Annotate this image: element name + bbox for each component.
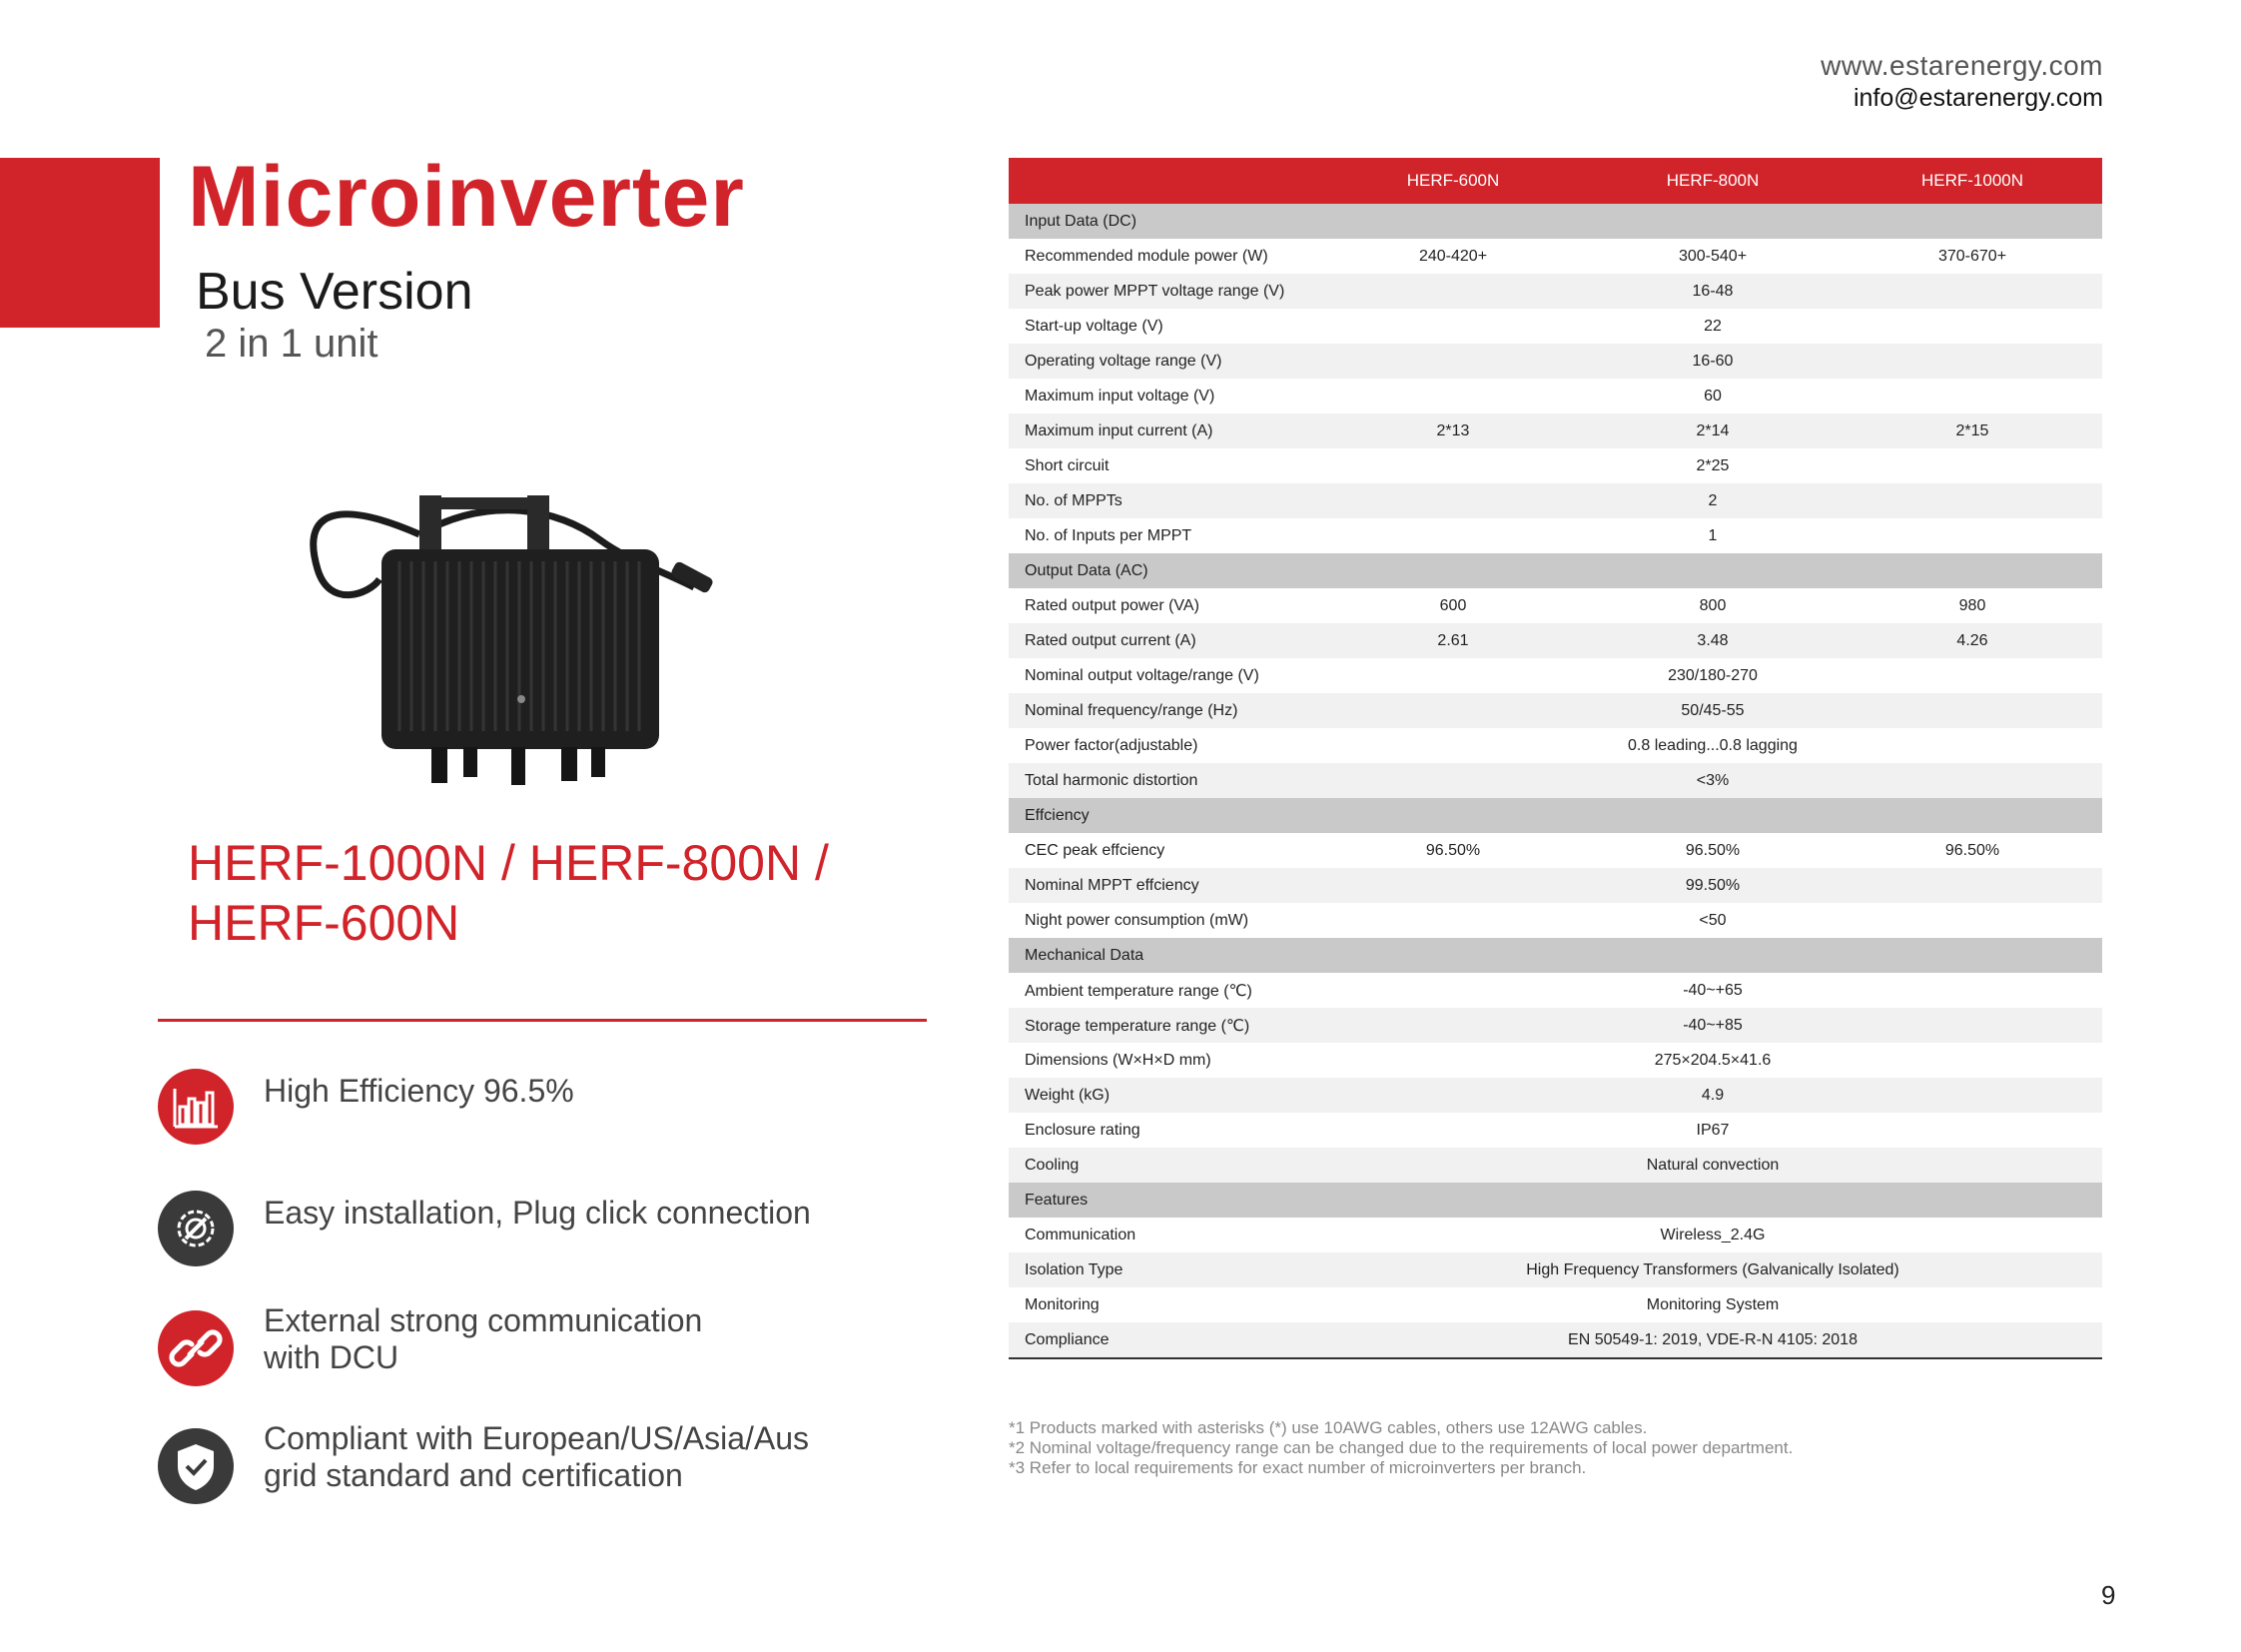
row-label: Monitoring <box>1025 1295 1100 1313</box>
row-value: 300-540+ <box>1678 247 1748 265</box>
subtitle: Bus Version <box>196 263 473 321</box>
row-value: 96.50% <box>1685 841 1741 859</box>
table-row <box>1009 868 2102 903</box>
row-label: Nominal output voltage/range (V) <box>1025 666 1259 684</box>
row-value: 1 <box>1708 526 1718 544</box>
table-row <box>1009 833 2102 868</box>
row-label: Cooling <box>1009 1148 1323 1183</box>
table-row <box>1009 309 2102 344</box>
table-row <box>1009 483 2102 518</box>
shield-check-icon <box>158 1428 234 1504</box>
row-label: Total harmonic distortion <box>1009 763 1323 798</box>
row-value: 980 <box>1958 596 1986 614</box>
model-names: HERF-1000N / HERF-800N / HERF-600N <box>188 835 829 951</box>
row-label: Compliance <box>1009 1322 1323 1358</box>
microinverter-product-image <box>300 469 749 799</box>
footnote: *2 Nominal voltage/frequency range can be changed due to the requirements of local power department. <box>1009 1438 1794 1457</box>
table-row <box>1009 1148 2102 1183</box>
section-title: Input Data (DC) <box>1009 204 2102 239</box>
row-value: 99.50% <box>1323 868 2102 903</box>
row-value: 2*15 <box>1843 413 2102 448</box>
row-label: Communication <box>1025 1226 1136 1243</box>
row-value: 240-420+ <box>1418 247 1488 265</box>
row-label: Start-up voltage (V) <box>1025 317 1163 335</box>
table-row <box>1009 763 2102 798</box>
row-value: 50/45-55 <box>1323 693 2102 728</box>
row-label: No. of MPPTs <box>1009 483 1323 518</box>
row-value: Natural convection <box>1323 1148 2102 1183</box>
row-label: Ambient temperature range (℃) <box>1025 982 1252 1000</box>
row-label: Maximum input voltage (V) <box>1025 387 1215 405</box>
row-value: 4.9 <box>1323 1078 2102 1113</box>
link-icon <box>158 1310 234 1386</box>
row-label: Enclosure rating <box>1025 1121 1140 1139</box>
feature-text-line-1: External strong communication <box>264 1302 703 1338</box>
table-row <box>1009 623 2102 658</box>
table-row <box>1009 1078 2102 1113</box>
table-row <box>1009 1218 2102 1252</box>
table-row <box>1009 448 2102 483</box>
row-label: Nominal MPPT effciency <box>1009 868 1323 903</box>
table-row <box>1009 588 2102 623</box>
section-title: Features <box>1009 1183 2102 1218</box>
feature-easy-installation <box>158 1191 957 1270</box>
row-value: 96.50% <box>1425 841 1481 859</box>
row-label: Short circuit <box>1025 456 1110 474</box>
table-body <box>1009 204 2102 1358</box>
table-row <box>1009 518 2102 553</box>
row-label: Maximum input current (A) <box>1009 413 1323 448</box>
row-value: 230/180-270 <box>1668 666 1758 684</box>
table-row <box>1009 693 2102 728</box>
feature-text-line-2: with DCU <box>264 1339 399 1375</box>
feature-text: Easy installation, Plug click connection <box>264 1195 811 1231</box>
unit-description: 2 in 1 unit <box>205 322 378 366</box>
section-divider <box>158 1019 927 1022</box>
row-value: High Frequency Transformers (Galvanically Isolated) <box>1323 1252 2102 1287</box>
row-value: 800 <box>1699 596 1727 614</box>
feature-text-line-2: grid standard and certification <box>264 1457 683 1493</box>
section-title: Effciency <box>1009 798 2102 833</box>
table-row <box>1009 1252 2102 1287</box>
header-herf-800n: HERF-800N <box>1583 158 1843 204</box>
table-row <box>1009 379 2102 413</box>
table-row <box>1009 1322 2102 1358</box>
row-value: 16-48 <box>1323 274 2102 309</box>
table-row <box>1009 973 2102 1008</box>
row-value: 370-670+ <box>1937 247 2007 265</box>
row-value: 96.50% <box>1944 841 2000 859</box>
row-label: Recommended module power (W) <box>1025 247 1268 265</box>
table-row <box>1009 1008 2102 1043</box>
specification-table <box>1009 158 2102 1359</box>
header-herf-1000n: HERF-1000N <box>1843 158 2102 204</box>
section-title: Output Data (AC) <box>1009 553 2102 588</box>
table-row <box>1009 274 2102 309</box>
row-label: Nominal frequency/range (Hz) <box>1009 693 1323 728</box>
row-label: Dimensions (W×H×D mm) <box>1025 1051 1211 1069</box>
header-label-cell <box>1009 158 1323 204</box>
row-value: 2.61 <box>1323 623 1583 658</box>
row-value: 2 <box>1323 483 2102 518</box>
bar-chart-icon <box>158 1069 234 1145</box>
row-value: -40~+65 <box>1683 981 1743 999</box>
row-value: 4.26 <box>1843 623 2102 658</box>
feature-high-efficiency <box>158 1069 957 1149</box>
row-label: Night power consumption (mW) <box>1025 911 1249 929</box>
footnotes <box>1009 1418 1793 1478</box>
row-value: 2*13 <box>1323 413 1583 448</box>
table-section-row <box>1009 1183 2102 1218</box>
row-value: <3% <box>1323 763 2102 798</box>
table-row <box>1009 1113 2102 1148</box>
row-label: CEC peak effciency <box>1025 841 1165 859</box>
row-label: Isolation Type <box>1009 1252 1323 1287</box>
footnote: *1 Products marked with asterisks (*) use 10AWG cables, others use 12AWG cables. <box>1009 1418 1648 1437</box>
row-value: 600 <box>1439 596 1467 614</box>
row-value: 275×204.5×41.6 <box>1654 1051 1772 1069</box>
row-label: No. of Inputs per MPPT <box>1025 526 1192 544</box>
row-value: 16-60 <box>1323 344 2102 379</box>
table-row <box>1009 413 2102 448</box>
row-value: EN 50549-1: 2019, VDE-R-N 4105: 2018 <box>1323 1322 2102 1358</box>
table-section-row <box>1009 553 2102 588</box>
row-label: Operating voltage range (V) <box>1009 344 1323 379</box>
row-label: Peak power MPPT voltage range (V) <box>1009 274 1323 309</box>
row-value: 2*14 <box>1583 413 1843 448</box>
feature-text-line-1: Compliant with European/US/Asia/Aus <box>264 1420 810 1456</box>
website-link[interactable]: www.estarenergy.com <box>1821 50 2103 81</box>
email-link[interactable]: info@estarenergy.com <box>1853 84 2103 112</box>
section-title: Mechanical Data <box>1009 938 2102 973</box>
page-number: 9 <box>2101 1580 2116 1610</box>
row-label: Storage temperature range (℃) <box>1009 1008 1323 1043</box>
page-title: Microinverter <box>188 149 745 245</box>
footnote: *3 Refer to local requirements for exact number of microinverters per branch. <box>1009 1458 1587 1477</box>
table-section-row <box>1009 798 2102 833</box>
table-row <box>1009 239 2102 274</box>
table-row <box>1009 658 2102 693</box>
row-value: Wireless_2.4G <box>1660 1226 1766 1243</box>
table-row <box>1009 903 2102 938</box>
row-label: Rated output power (VA) <box>1025 596 1199 614</box>
row-label: Weight (kG) <box>1009 1078 1323 1113</box>
header-herf-600n: HERF-600N <box>1323 158 1583 204</box>
feature-communication <box>158 1302 957 1390</box>
table-row <box>1009 1043 2102 1078</box>
row-value: 0.8 leading...0.8 lagging <box>1628 736 1798 754</box>
table-section-row <box>1009 204 2102 239</box>
gear-wrench-icon <box>158 1191 234 1266</box>
feature-compliance <box>158 1420 957 1508</box>
row-value: Monitoring System <box>1646 1295 1780 1313</box>
row-value: IP67 <box>1696 1121 1730 1139</box>
row-value: 3.48 <box>1583 623 1843 658</box>
feature-text: High Efficiency 96.5% <box>264 1073 574 1109</box>
red-accent-block <box>0 158 160 328</box>
row-value: -40~+85 <box>1323 1008 2102 1043</box>
row-label: Rated output current (A) <box>1009 623 1323 658</box>
row-label: Power factor(adjustable) <box>1025 736 1198 754</box>
row-value: 2*25 <box>1696 456 1730 474</box>
table-row <box>1009 728 2102 763</box>
row-value: <50 <box>1699 911 1727 929</box>
row-value: 60 <box>1704 387 1722 405</box>
table-header-row <box>1009 158 2102 204</box>
table-row <box>1009 1287 2102 1322</box>
table-section-row <box>1009 938 2102 973</box>
row-value: 22 <box>1704 317 1722 335</box>
table-row <box>1009 344 2102 379</box>
